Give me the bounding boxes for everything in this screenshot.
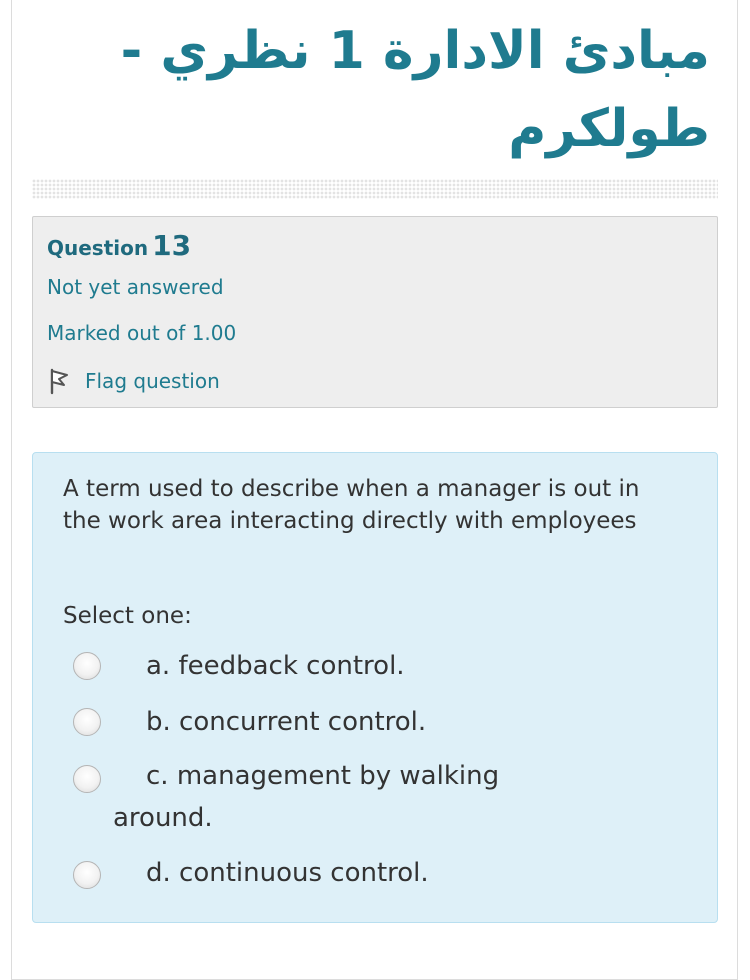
dotted-divider xyxy=(32,179,718,199)
select-one-prompt: Select one: xyxy=(63,603,192,629)
question-heading xyxy=(47,229,191,262)
flag-question-label: Flag question xyxy=(85,369,220,393)
question-number: 13 xyxy=(152,229,192,262)
course-title: مبادئ الادارة 1 نظري - طولكرم xyxy=(120,21,710,159)
question-text: A term used to describe when a manager is out in the work area interacting directly with employees xyxy=(63,476,640,534)
question-panel xyxy=(32,452,718,923)
option-d-radio[interactable] xyxy=(73,861,101,889)
option-a-radio[interactable] xyxy=(73,652,101,680)
question-state: Not yet answered xyxy=(47,275,224,299)
question-grade: Marked out of 1.00 xyxy=(47,321,237,345)
flag-question-button[interactable] xyxy=(47,367,220,395)
question-info-panel xyxy=(32,216,718,408)
option-b-radio[interactable] xyxy=(73,708,101,736)
option-d-label[interactable]: d. continuous control. xyxy=(146,858,429,888)
flag-icon xyxy=(47,367,75,395)
option-b-label[interactable]: b. concurrent control. xyxy=(146,707,427,737)
option-a-label[interactable]: a. feedback control. xyxy=(146,651,405,681)
question-word: Question xyxy=(47,236,149,260)
option-c-radio[interactable] xyxy=(73,765,101,793)
option-c-label[interactable]: c. management by walking around. xyxy=(113,761,500,833)
